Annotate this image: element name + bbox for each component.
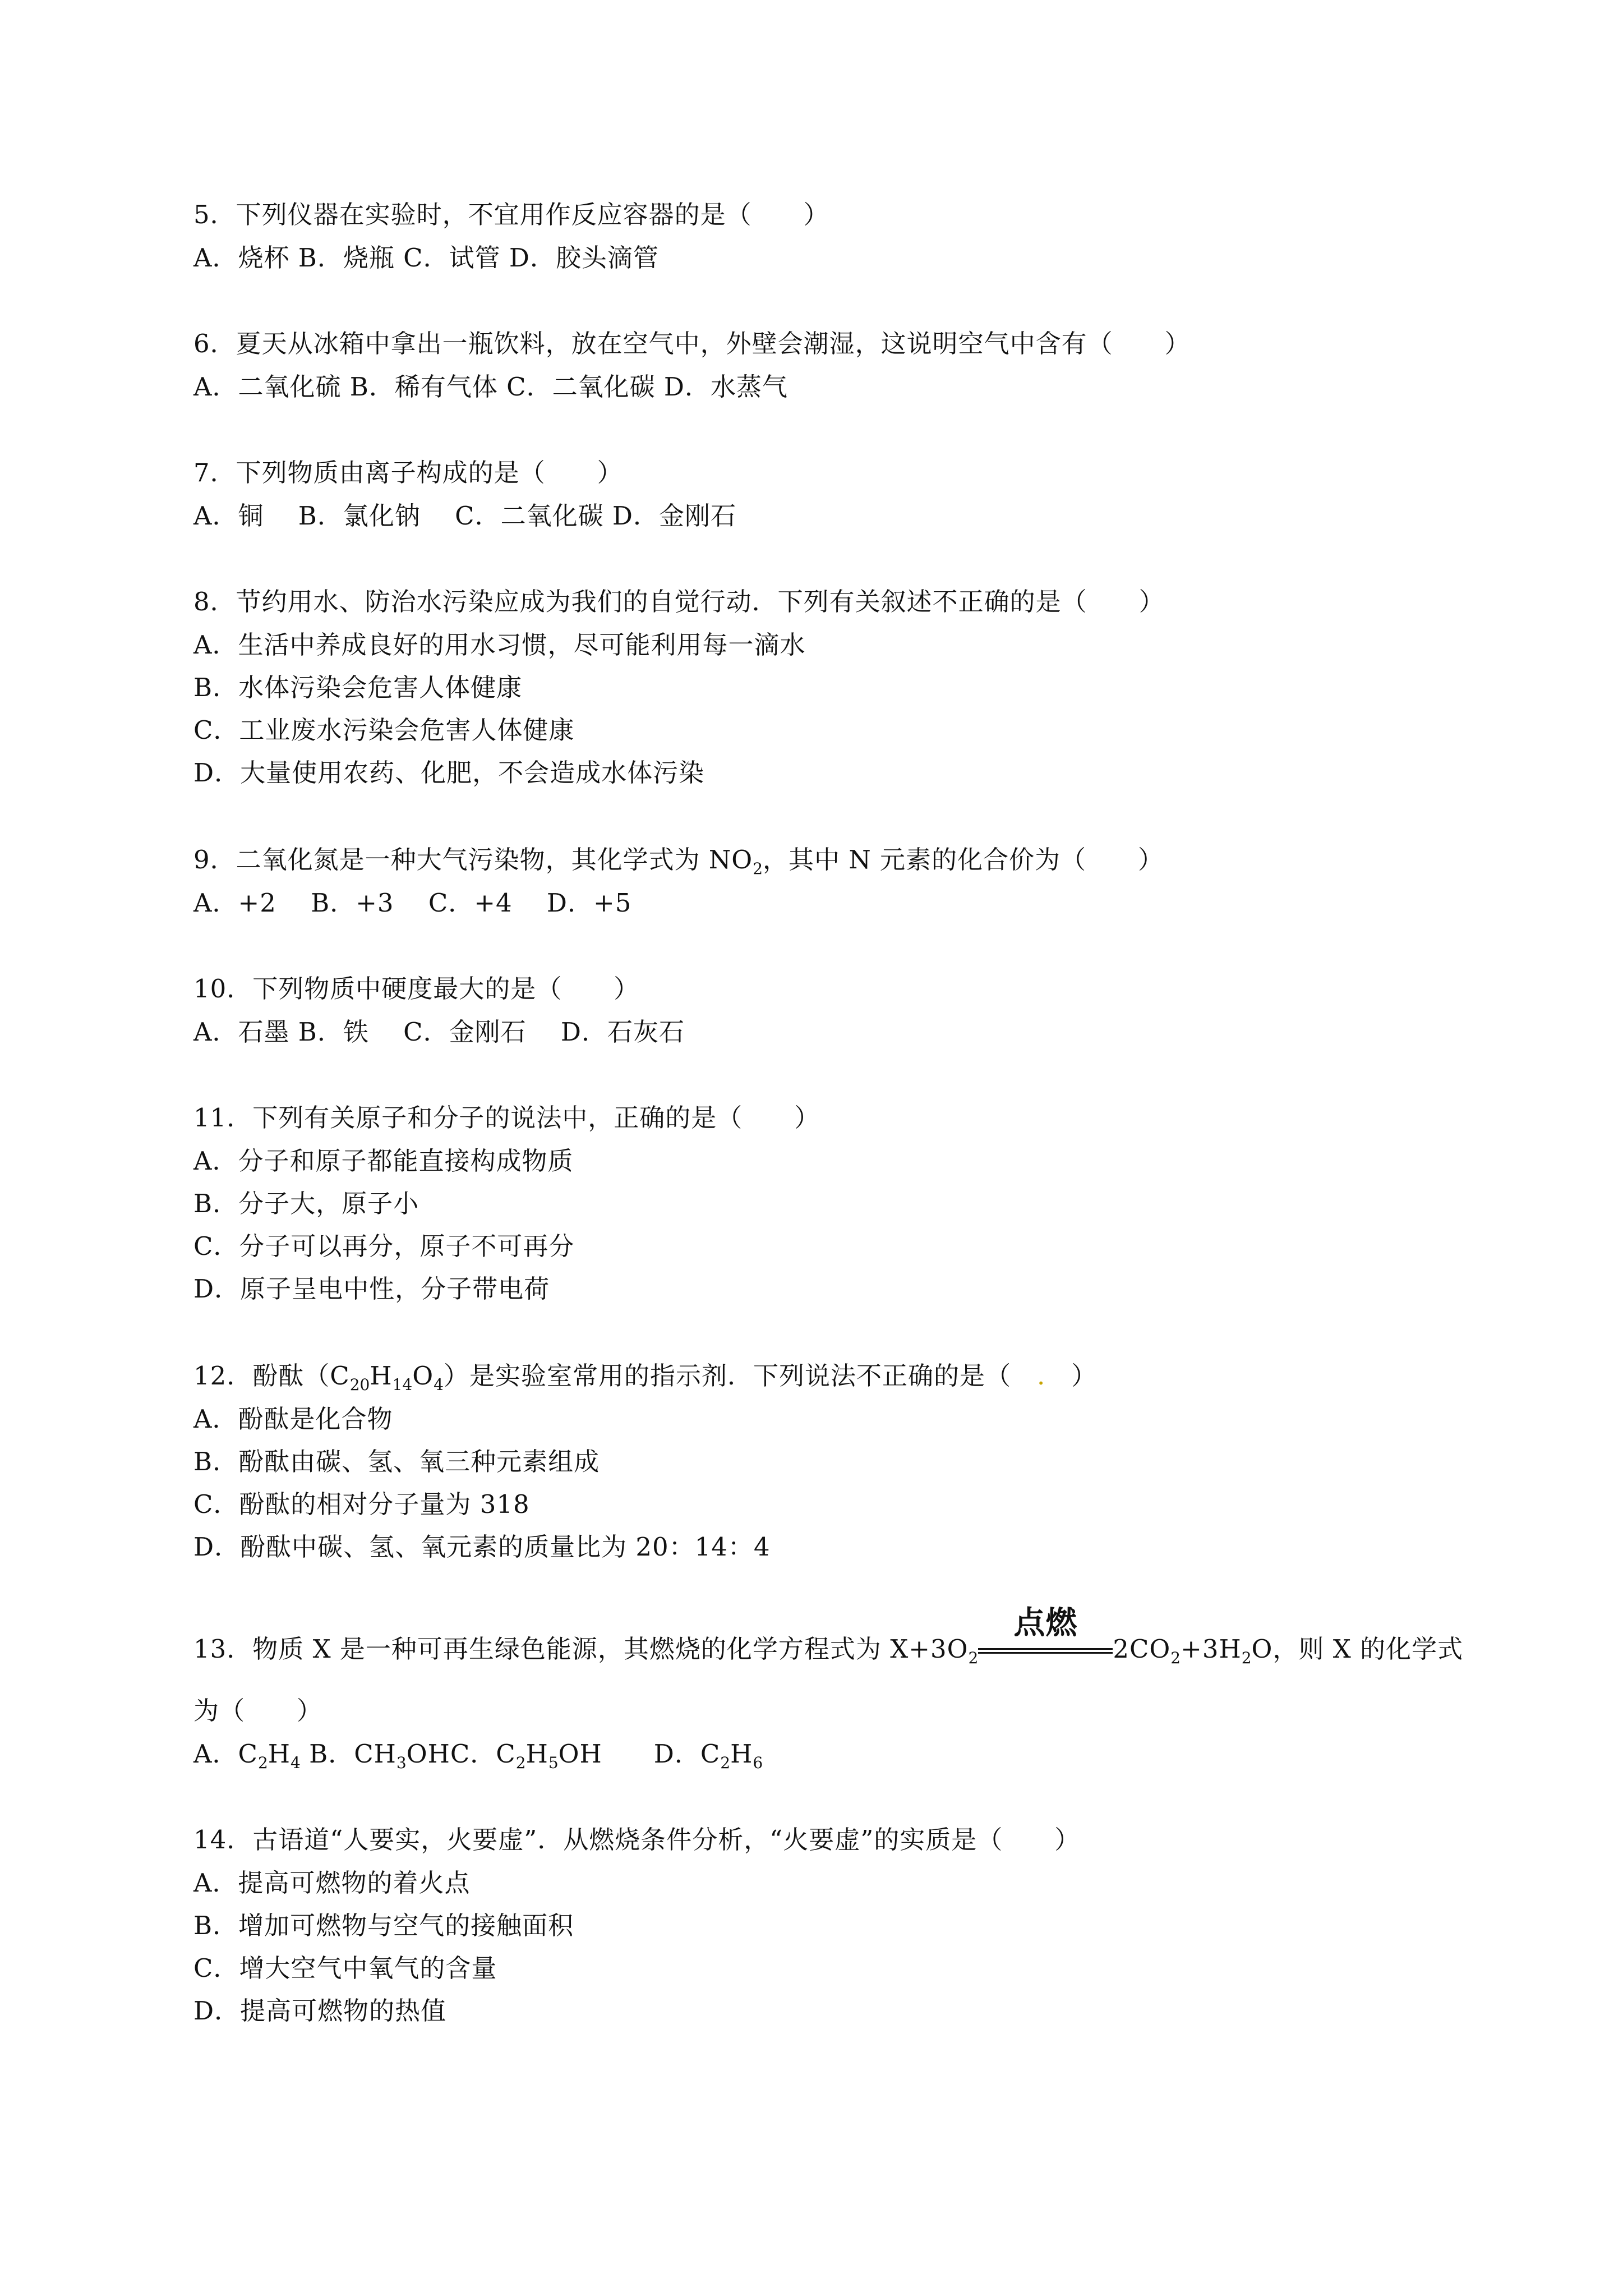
question-options: A．+2 B．+3 C．+4 D．+5 [193, 888, 632, 918]
question-options: A．铜 B．氯化钠 C．二氧化碳 D．金刚石 [193, 501, 736, 531]
question-options: A．二氧化硫 B．稀有气体 C．二氧化碳 D．水蒸气 [193, 372, 788, 402]
option-d: D．酚酞中碳、氢、氧元素的质量比为 20：14：4 [193, 1532, 771, 1562]
question-stem: 5．下列仪器在实验时，不宜用作反应容器的是（ ） [193, 200, 829, 229]
question-stem: 6．夏天从冰箱中拿出一瓶饮料，放在空气中，外壁会潮湿，这说明空气中含有（ ） [193, 329, 1191, 358]
question-stem: 14．古语道“人要实，火要虚”．从燃烧条件分析，“火要虚”的实质是（ ） [193, 1825, 1081, 1855]
reaction-condition: 点燃 [1013, 1605, 1078, 1641]
option-a: A．提高可燃物的着火点 [193, 1868, 471, 1898]
question-stem: 8．节约用水、防治水污染应成为我们的自觉行动．下列有关叙述不正确的是（ ） [193, 587, 1165, 616]
option-c: C．增大空气中氧气的含量 [193, 1953, 497, 1983]
option-a: A．生活中养成良好的用水习惯，尽可能利用每一滴水 [193, 630, 806, 660]
option-b: B．分子大，原子小 [193, 1189, 419, 1218]
option-d: D．原子呈电中性，分子带电荷 [193, 1274, 550, 1304]
option-b: B．水体污染会危害人体健康 [193, 673, 523, 702]
question-stem: 13．物质 X 是一种可再生绿色能源，其燃烧的化学方程式为 $X+3O_2$ 点燃 $2CO_2+3H_2O$，则 X 的化学式 [193, 1605, 1464, 1667]
question-stem: 12．酚酞$(C_{20}H_{14}O_4)$是实验室常用的指示剂．下列说法不正确的是（ . ） [193, 1361, 1098, 1394]
option-c: C．酚酞的相对分子量为 318 [193, 1489, 530, 1519]
option-b: B．增加可燃物与空气的接触面积 [193, 1911, 574, 1940]
question-stem: 10．下列物质中硬度最大的是（ ） [193, 974, 640, 1004]
option-a: A．酚酞是化合物 [193, 1404, 393, 1434]
option-a: A．分子和原子都能直接构成物质 [193, 1146, 574, 1176]
option-d: D．提高可燃物的热值 [193, 1996, 447, 2026]
reaction-arrow [978, 1605, 1113, 1666]
option-c: C．工业废水污染会危害人体健康 [193, 715, 575, 745]
question-options: A．烧杯 B．烧瓶 C．试管 D．胶头滴管 [193, 243, 659, 273]
question-options: A．石墨 B．铁 C．金刚石 D．石灰石 [193, 1017, 685, 1047]
question-options: A．$C_2H_4$ B．$CH_3OHC$．$C_2H_5OH$ D．$C_2H_6$ [193, 1739, 763, 1772]
question-stem: 9．二氧化氮是一种大气污染物，其化学式为 $NO_2$，其中 N 元素的化合价为（ ） [193, 845, 1164, 878]
question-stem: 11．下列有关原子和分子的说法中，正确的是（ ） [193, 1103, 820, 1133]
question-stem: 7．下列物质由离子构成的是（ ） [193, 458, 623, 487]
question-stem-continued: 为（ ） [193, 1696, 323, 1726]
option-c: C．分子可以再分，原子不可再分 [193, 1231, 575, 1261]
option-b: B．酚酞由碳、氢、氧三种元素组成 [193, 1447, 600, 1476]
option-d: D．大量使用农药、化肥，不会造成水体污染 [193, 758, 705, 788]
